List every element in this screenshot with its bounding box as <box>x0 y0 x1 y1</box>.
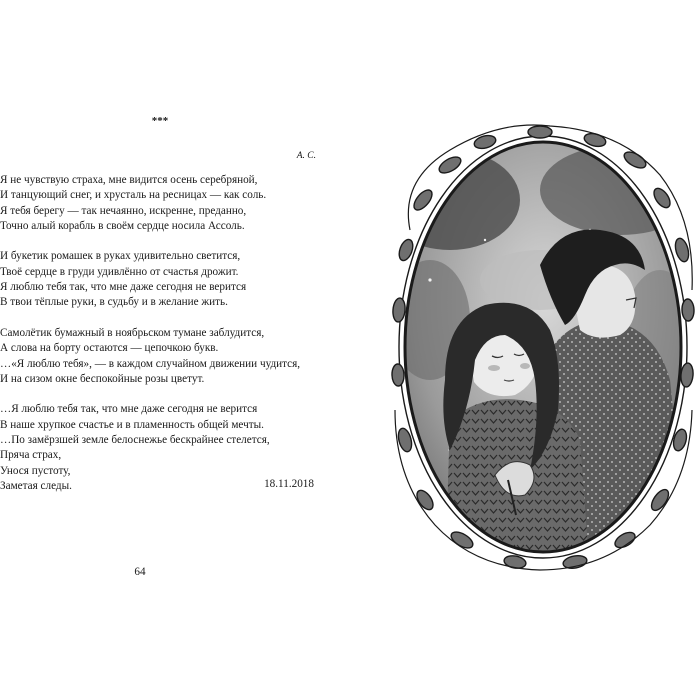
poem-line: А слова на борту остаются — цепочкою букв. <box>0 342 219 355</box>
poem-line: Заметая следы. <box>0 479 72 492</box>
poem-line: Я не чувствую страха, мне видится осень серебряной, <box>0 174 258 186</box>
poem-line: И букетик ромашек в руках удивительно светится, <box>0 250 241 263</box>
section-separator: *** <box>151 115 169 127</box>
couple-illustration <box>390 120 700 575</box>
poem-line: В наше хрупкое счастье и в пламенность общей мечты. <box>0 418 264 431</box>
illustration-svg <box>390 120 700 575</box>
page-number: 64 <box>134 566 146 578</box>
poem-line: Точно алый корабль в своём сердце носила Ассоль. <box>0 219 245 232</box>
poem-line: Я люблю тебя так, что мне даже сегодня не верится <box>0 281 247 294</box>
stanza-3 <box>0 326 330 387</box>
poem <box>0 173 330 494</box>
stanza-2 <box>0 249 330 310</box>
poem-line: Унося пустоту, <box>0 464 71 477</box>
poem-line: Твоё сердце в груди удивлённо от счастья дрожит. <box>0 265 239 278</box>
poem-line: И танцующий снег, и хрусталь на ресницах — как соль. <box>0 189 267 202</box>
poem-date: 18.11.2018 <box>264 478 314 490</box>
poem-line: И на сизом окне беспокойные розы цветут. <box>0 372 205 385</box>
poem-line: …Я люблю тебя так, что мне даже сегодня не верится <box>0 403 258 416</box>
poem-line: …По замёрзшей земле белоснежье бескрайнее стелется, <box>0 434 270 447</box>
poem-line: В твои тёплые руки, в судьбу и в желание жить. <box>0 296 228 309</box>
poem-line: Пряча страх, <box>0 449 62 462</box>
dedication: А. С. <box>296 151 316 161</box>
right-page <box>350 0 700 700</box>
stanza-1 <box>0 173 330 234</box>
poem-line: Самолётик бумажный в ноябрьском тумане заблудится, <box>0 326 265 339</box>
poem-line: Я тебя берегу — так нечаянно, искренне, преданно, <box>0 204 247 217</box>
poem-line: …«Я люблю тебя», — в каждом случайном движении чудится, <box>0 357 301 370</box>
